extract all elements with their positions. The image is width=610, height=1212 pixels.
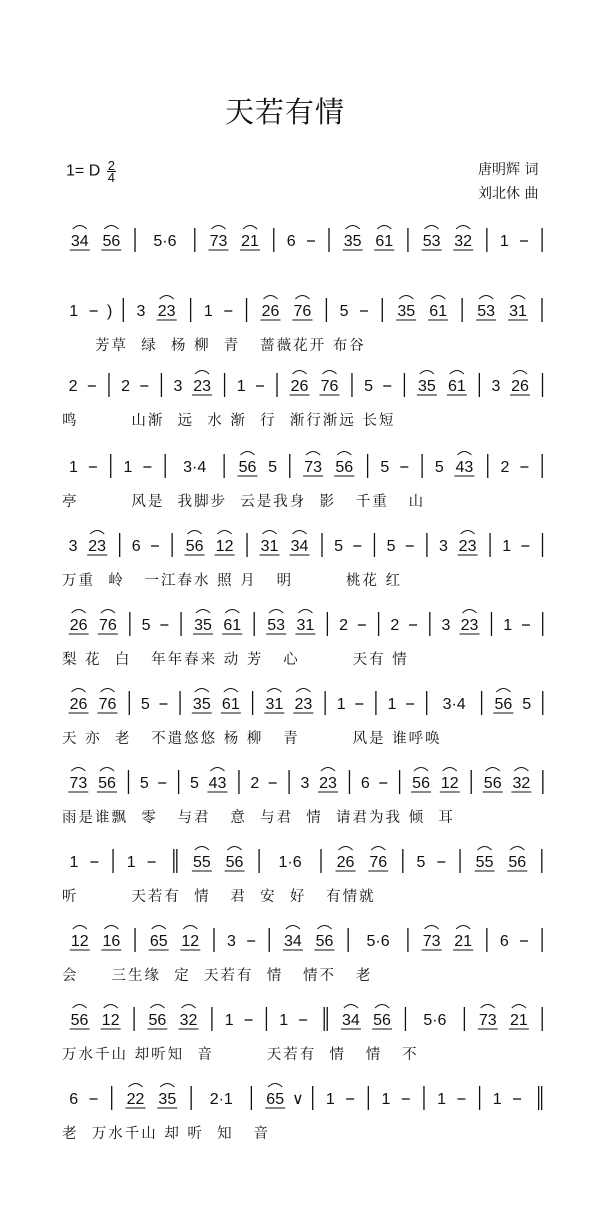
note-group: 5 xyxy=(189,775,199,792)
note-group: 5 xyxy=(334,538,344,555)
slur-arc xyxy=(298,610,312,614)
slur-arc xyxy=(463,610,477,614)
note-group: 34 xyxy=(290,538,309,555)
slur-arc xyxy=(337,452,351,456)
slur-arc xyxy=(73,1005,87,1009)
slur-arc xyxy=(73,926,87,930)
note-group: 5·6 xyxy=(423,1012,447,1029)
slur-arc xyxy=(496,689,510,693)
note-group: 5 xyxy=(416,854,426,871)
note-group: 73 xyxy=(478,1012,497,1029)
note-group: 26 xyxy=(290,378,309,395)
note-group: 5·6 xyxy=(153,233,177,250)
note-group: 23 xyxy=(319,775,337,792)
song-title: 天若有情 xyxy=(224,95,345,129)
note-group: 3 xyxy=(441,617,451,634)
note-group: 56 xyxy=(373,1012,391,1029)
lyrics-line: 亭 风是 我脚步 云是我身 影 千重 山 xyxy=(62,494,426,510)
lyrics-line: 鸣 山渐 远 水 渐 行 渐行渐远 长短 xyxy=(62,413,396,429)
slur-arc xyxy=(241,452,255,456)
note-group: ) xyxy=(106,303,113,320)
score-system xyxy=(62,357,550,441)
slur-arc xyxy=(375,1005,389,1009)
slur-arc xyxy=(104,926,118,930)
slur-arc xyxy=(456,226,470,230)
slur-arc xyxy=(296,689,310,693)
slur-arc xyxy=(269,610,283,614)
slur-arc xyxy=(371,847,385,851)
note-group: 1 xyxy=(126,854,136,871)
note-group: 32 xyxy=(512,775,531,792)
score-system xyxy=(62,833,550,917)
score-system xyxy=(62,282,550,366)
note-group: 6 xyxy=(131,538,141,555)
notation-line xyxy=(62,1078,550,1118)
slur-arc xyxy=(72,610,86,614)
slur-arc xyxy=(420,371,434,375)
slur-arc xyxy=(510,847,524,851)
note-group: 34 xyxy=(70,233,89,250)
notation-line xyxy=(62,220,550,260)
note-group: 5 xyxy=(522,696,532,713)
slur-arc xyxy=(160,1084,174,1088)
slur-arc xyxy=(481,1005,495,1009)
note-group: 23 xyxy=(193,378,211,395)
note-group: 61 xyxy=(429,303,448,320)
note-group: 1 xyxy=(68,459,78,476)
note-group: 21 xyxy=(454,933,473,950)
note-group: 65 xyxy=(266,1091,285,1108)
note-group: 26 xyxy=(69,696,88,713)
note-group: 23 xyxy=(458,538,477,555)
note-group: 76 xyxy=(320,378,339,395)
slur-arc xyxy=(183,926,197,930)
note-group: 1 xyxy=(69,854,79,871)
note-group: 12 xyxy=(181,933,200,950)
notation-line xyxy=(62,365,550,405)
slur-arc xyxy=(514,768,528,772)
note-group: 31 xyxy=(265,696,284,713)
note-group: 3·4 xyxy=(183,459,207,476)
note-group: 73 xyxy=(422,933,441,950)
notation-line xyxy=(62,762,550,802)
notation-line xyxy=(62,604,550,644)
slur-arc xyxy=(513,371,527,375)
note-group: 12 xyxy=(101,1012,120,1029)
slur-arc xyxy=(425,226,439,230)
note-group: 6 xyxy=(360,775,370,792)
slur-arc xyxy=(511,296,525,300)
note-group: 61 xyxy=(375,233,394,250)
notation-line xyxy=(62,920,550,960)
note-group: 56 xyxy=(102,233,121,250)
note-group: 5·6 xyxy=(366,933,390,950)
note-group: 35 xyxy=(194,617,212,634)
note-group: 5 xyxy=(339,303,349,320)
note-group: 1 xyxy=(224,1012,234,1029)
note-group: 61 xyxy=(447,378,466,395)
score-system xyxy=(62,991,550,1075)
note-group: 26 xyxy=(261,303,280,320)
note-group: 1 xyxy=(203,303,213,320)
note-group: 76 xyxy=(98,617,117,634)
note-group: 1 xyxy=(437,1091,447,1108)
note-group: 31 xyxy=(296,617,315,634)
slur-arc xyxy=(263,296,277,300)
slur-arc xyxy=(295,296,309,300)
slur-arc xyxy=(195,689,209,693)
note-group: 1 xyxy=(387,696,397,713)
slur-arc xyxy=(129,1084,143,1088)
slur-arc xyxy=(90,531,104,535)
slur-arc xyxy=(344,1005,358,1009)
note-group: 6 xyxy=(69,1091,79,1108)
slur-arc xyxy=(512,1005,526,1009)
note-group: 5 xyxy=(380,459,390,476)
slur-arc xyxy=(211,226,225,230)
note-group: 65 xyxy=(149,933,168,950)
score-system xyxy=(62,1070,550,1154)
slur-arc xyxy=(321,768,335,772)
note-group: 43 xyxy=(455,459,474,476)
note-group: 1 xyxy=(503,617,513,634)
note-group: 2 xyxy=(390,617,400,634)
note-group: 53 xyxy=(422,233,441,250)
slur-arc xyxy=(101,689,115,693)
note-group: 43 xyxy=(208,775,227,792)
note-group: 35 xyxy=(417,378,436,395)
slur-arc xyxy=(101,610,115,614)
slur-arc xyxy=(457,452,471,456)
time-signature-top: 2 xyxy=(107,158,115,173)
slur-arc xyxy=(479,296,493,300)
note-group: 56 xyxy=(225,854,244,871)
note-group: 3 xyxy=(173,378,183,395)
note-group: 53 xyxy=(477,303,496,320)
slur-arc xyxy=(152,926,166,930)
note-group: 35 xyxy=(343,233,362,250)
key-signature xyxy=(66,160,116,183)
note-group: 61 xyxy=(223,617,242,634)
note-group: 2 xyxy=(250,775,260,792)
slur-arc xyxy=(306,452,320,456)
note-group: 31 xyxy=(260,538,279,555)
note-group: 5 xyxy=(268,459,277,476)
slur-arc xyxy=(71,768,85,772)
note-group: 12 xyxy=(215,538,234,555)
note-group: 22 xyxy=(126,1091,145,1108)
notation-line xyxy=(62,999,550,1039)
note-group: 6 xyxy=(499,933,509,950)
note-group: 56 xyxy=(483,775,502,792)
note-group: 21 xyxy=(241,233,259,250)
note-group: 26 xyxy=(69,617,88,634)
lyrics-line: 万重 岭 一江春水 照 月 明 桃花 红 xyxy=(62,573,403,589)
note-group: 1·6 xyxy=(278,854,302,871)
slur-arc xyxy=(73,226,87,230)
score-system xyxy=(62,596,550,680)
slur-arc xyxy=(150,1005,164,1009)
note-group: 23 xyxy=(157,303,176,320)
note-group: 34 xyxy=(284,933,302,950)
note-group: 1 xyxy=(123,459,133,476)
slur-arc xyxy=(293,531,307,535)
note-group: 56 xyxy=(98,775,116,792)
slur-arc xyxy=(72,689,86,693)
lyrics-line: 会 三生缘 定 天若有 情 情不 老 xyxy=(62,968,373,984)
slur-arc xyxy=(286,926,300,930)
note-group: 26 xyxy=(511,378,529,395)
slur-arc xyxy=(293,371,307,375)
note-group: 1 xyxy=(69,303,79,320)
note-group: 21 xyxy=(509,1012,528,1029)
slur-arc xyxy=(456,926,470,930)
note-group: 56 xyxy=(148,1012,167,1029)
note-group: 3 xyxy=(136,303,146,320)
lyrics-line: 天 亦 老 不遣悠悠 杨 柳 青 风是 谁呼唤 xyxy=(62,731,442,747)
note-group: 56 xyxy=(494,696,513,713)
note-group: 31 xyxy=(509,303,527,320)
notation-line xyxy=(62,446,550,486)
composer-credit: 刘北休 曲 xyxy=(478,186,539,202)
note-group: 76 xyxy=(98,696,117,713)
note-group: 55 xyxy=(475,854,494,871)
note-group: 1 xyxy=(236,378,246,395)
slur-arc xyxy=(377,226,391,230)
lyrics-line: 芳草 绿 杨 柳 青 蔷薇花开 布谷 xyxy=(62,338,366,354)
slur-arc xyxy=(486,768,500,772)
notation-line xyxy=(62,683,550,723)
slur-arc xyxy=(104,1005,118,1009)
note-group: 1 xyxy=(502,538,512,555)
note-group: 26 xyxy=(336,854,355,871)
slur-arc xyxy=(478,847,492,851)
slur-arc xyxy=(399,296,413,300)
note-group: 35 xyxy=(397,303,416,320)
slur-arc xyxy=(225,610,239,614)
note-group: 2 xyxy=(121,378,131,395)
lyrics-line: 梨 花 白 年年春来 动 芳 心 天有 情 xyxy=(62,652,409,668)
note-group: 56 xyxy=(238,459,257,476)
note-group: 1 xyxy=(279,1012,289,1029)
slur-arc xyxy=(317,926,331,930)
notation-line xyxy=(62,525,550,565)
slur-arc xyxy=(322,371,336,375)
note-group: 56 xyxy=(315,933,334,950)
note-group: 16 xyxy=(102,933,121,950)
slur-arc xyxy=(425,926,439,930)
slur-arc xyxy=(228,847,242,851)
lyrics-line: 雨是谁飘 零 与君 意 与君 情 请君为我 倾 耳 xyxy=(62,810,455,826)
note-group: 32 xyxy=(179,1012,198,1029)
note-group: 5 xyxy=(386,538,396,555)
slur-arc xyxy=(414,768,428,772)
lyrics-line: 万水千山 却听知 音 天若有 情 情 不 xyxy=(62,1047,419,1063)
note-group: 73 xyxy=(69,775,88,792)
note-group: 3 xyxy=(491,378,501,395)
lyrics-line: 老 万水千山 却 听 知 音 xyxy=(62,1126,270,1142)
note-group: 1 xyxy=(381,1091,391,1108)
score-system xyxy=(62,754,550,838)
note-group: 56 xyxy=(185,538,204,555)
note-group: 23 xyxy=(88,538,107,555)
note-group: ∨ xyxy=(292,1091,304,1108)
key-label: 1= D xyxy=(66,162,101,180)
slur-arc xyxy=(195,371,209,375)
score-system xyxy=(62,912,550,996)
slur-arc xyxy=(461,531,475,535)
note-group: 6 xyxy=(286,233,296,250)
slur-arc xyxy=(188,531,202,535)
slur-arc xyxy=(268,1084,282,1088)
slur-arc xyxy=(224,689,238,693)
note-group: 1 xyxy=(325,1091,335,1108)
note-group: 55 xyxy=(192,854,211,871)
note-group: 1 xyxy=(492,1091,502,1108)
note-group: 12 xyxy=(70,933,89,950)
note-group: 1 xyxy=(336,696,346,713)
slur-arc xyxy=(218,531,232,535)
note-group: 56 xyxy=(70,1012,89,1029)
note-group: 3 xyxy=(68,538,78,555)
note-group: 73 xyxy=(304,459,323,476)
note-group: 73 xyxy=(209,233,228,250)
note-group: 56 xyxy=(335,459,354,476)
note-group: 76 xyxy=(293,303,312,320)
note-group: 2 xyxy=(68,378,78,395)
lyricist-credit: 唐明辉 词 xyxy=(478,162,539,178)
note-group: 12 xyxy=(440,775,459,792)
time-signature-bottom: 4 xyxy=(107,170,115,185)
note-group: 34 xyxy=(342,1012,360,1029)
slur-arc xyxy=(104,226,118,230)
note-group: 23 xyxy=(294,696,313,713)
note-group: 5 xyxy=(141,617,151,634)
note-group: 35 xyxy=(158,1091,177,1108)
slur-arc xyxy=(450,371,464,375)
slur-arc xyxy=(267,689,281,693)
note-group: 53 xyxy=(267,617,286,634)
note-group: 35 xyxy=(192,696,211,713)
slur-arc xyxy=(195,847,209,851)
slur-arc xyxy=(182,1005,196,1009)
note-group: 23 xyxy=(460,617,479,634)
slur-arc xyxy=(160,296,174,300)
note-group: 5 xyxy=(140,696,150,713)
lyrics-line: 听 天若有 情 君 安 好 有情就 xyxy=(62,889,376,905)
notation-line xyxy=(62,841,550,881)
note-group: 5 xyxy=(434,459,444,476)
slur-arc xyxy=(100,768,114,772)
score-system xyxy=(62,675,550,759)
notation-line xyxy=(62,290,550,330)
note-group: 5 xyxy=(139,775,149,792)
note-group: 2 xyxy=(500,459,510,476)
note-group: 56 xyxy=(508,854,527,871)
score-system xyxy=(62,517,550,601)
note-group: 76 xyxy=(369,854,388,871)
time-signature xyxy=(107,160,116,183)
note-group: 2·1 xyxy=(209,1091,233,1108)
slur-arc xyxy=(443,768,457,772)
credits xyxy=(478,158,538,206)
note-group: 3 xyxy=(300,775,310,792)
note-group: 5 xyxy=(364,378,374,395)
slur-arc xyxy=(243,226,257,230)
note-group: 61 xyxy=(221,696,240,713)
slur-arc xyxy=(346,226,360,230)
slur-arc xyxy=(196,610,210,614)
note-group: 32 xyxy=(454,233,473,250)
slur-arc xyxy=(431,296,445,300)
slur-arc xyxy=(339,847,353,851)
note-group: 3·4 xyxy=(442,696,466,713)
note-group: 3 xyxy=(226,933,236,950)
slur-arc xyxy=(263,531,277,535)
note-group: 56 xyxy=(412,775,430,792)
note-group: 1 xyxy=(499,233,509,250)
score-system xyxy=(62,438,550,522)
slur-arc xyxy=(210,768,224,772)
note-group: 2 xyxy=(339,617,349,634)
note-group: 3 xyxy=(439,538,448,555)
